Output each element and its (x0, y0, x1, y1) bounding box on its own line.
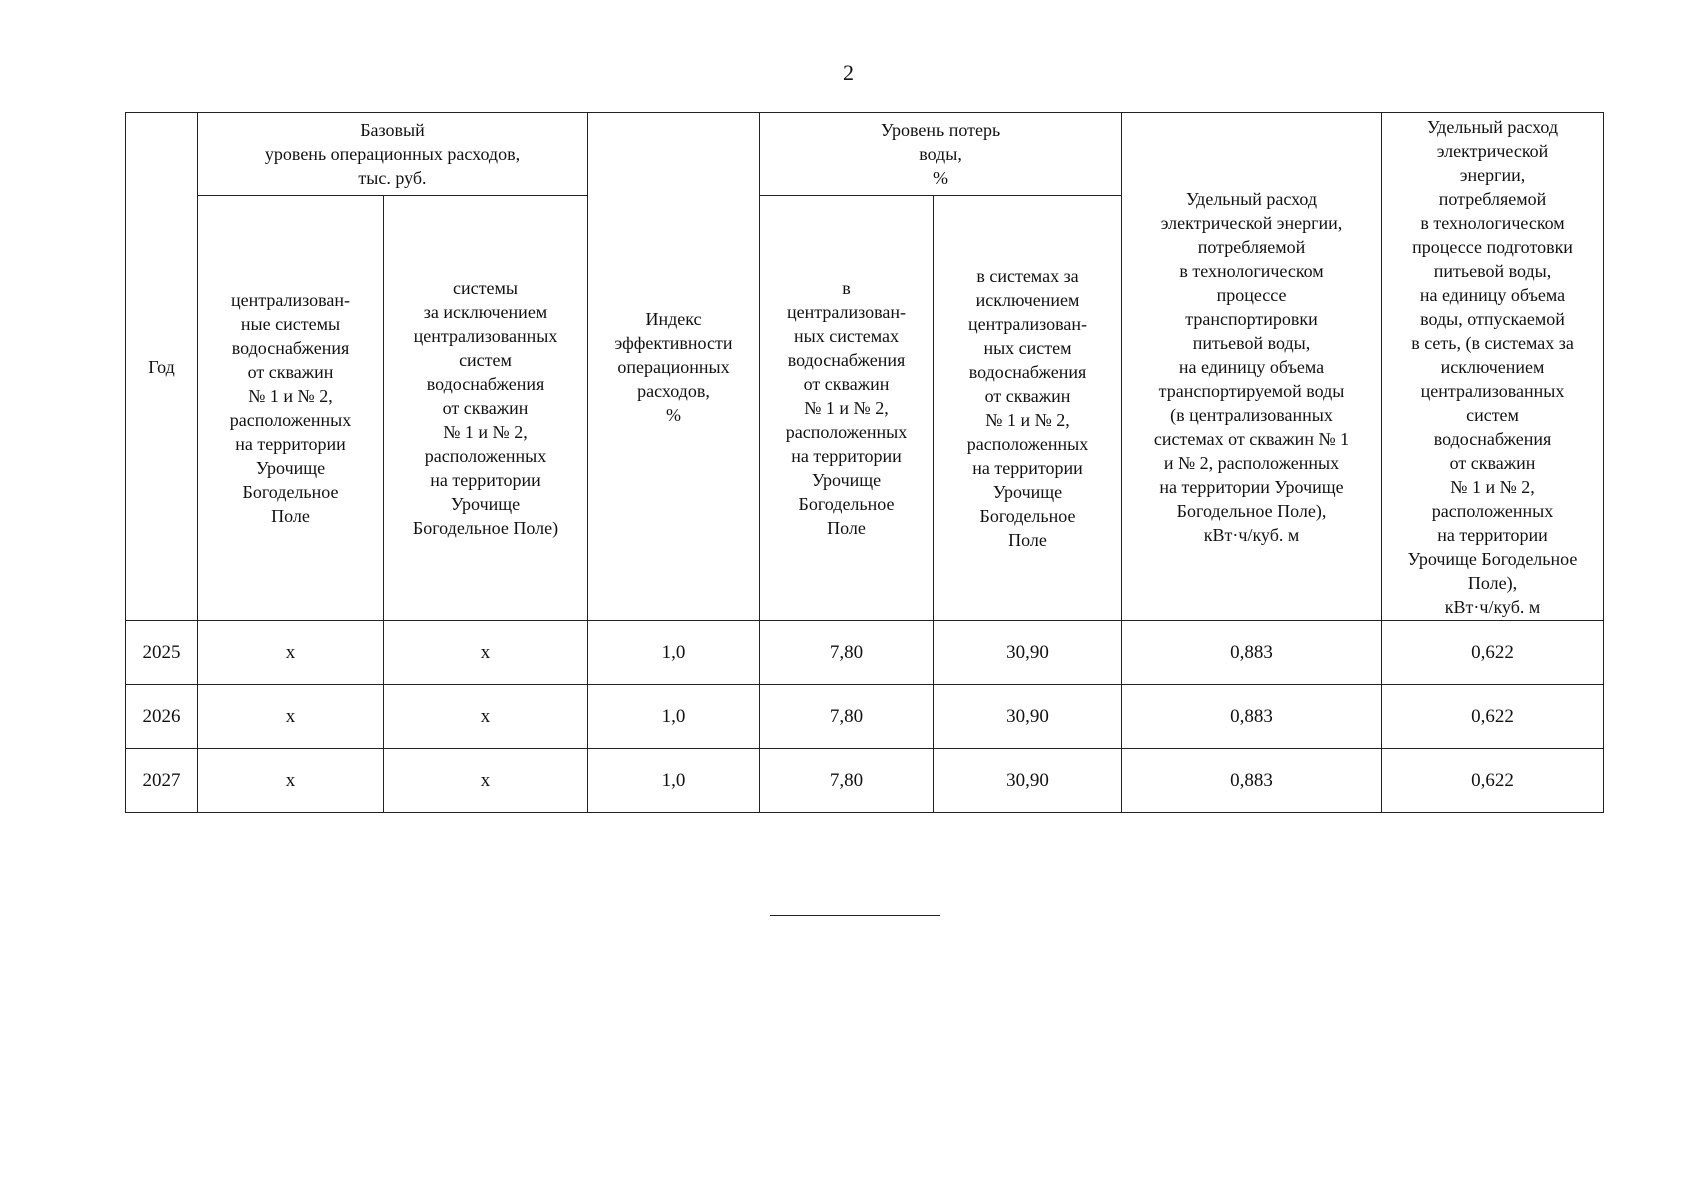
cell-index: 1,0 (588, 685, 760, 749)
cell-energy-treatment: 0,622 (1382, 685, 1604, 749)
cell-loss-central: 7,80 (760, 621, 934, 685)
cell-year: 2026 (126, 685, 198, 749)
header-water-loss-central: в централизован- ных системах водоснабжения от скважин № 1 и № 2, расположенных на территории Урочище Богодельное Поле (760, 196, 934, 621)
cell-base-central: х (198, 685, 384, 749)
header-water-loss-other: в системах за исключением централизован- ных систем водоснабжения от скважин № 1 и № 2, расположенных на территории Урочище Богодельное Поле (934, 196, 1122, 621)
cell-base-central: х (198, 749, 384, 813)
cell-loss-central: 7,80 (760, 685, 934, 749)
table-row (126, 685, 1604, 749)
cell-energy-transport: 0,883 (1122, 749, 1382, 813)
cell-base-central: х (198, 621, 384, 685)
header-water-loss: Уровень потерь воды, % (760, 113, 1122, 196)
cell-loss-central: 7,80 (760, 749, 934, 813)
cell-energy-treatment: 0,622 (1382, 749, 1604, 813)
end-of-document-line (770, 915, 940, 916)
cell-base-other: х (384, 685, 588, 749)
cell-energy-treatment: 0,622 (1382, 621, 1604, 685)
cell-base-other: х (384, 621, 588, 685)
header-base-opex-central: централизован- ные системы водоснабжения от скважин № 1 и № 2, расположенных на территории Урочище Богодельное Поле (198, 196, 384, 621)
table-row (126, 621, 1604, 685)
tariff-indicators-table (125, 112, 1604, 813)
cell-index: 1,0 (588, 749, 760, 813)
header-efficiency-index: Индекс эффективности операционных расходов, % (588, 113, 760, 621)
cell-loss-other: 30,90 (934, 621, 1122, 685)
cell-base-other: х (384, 749, 588, 813)
table-row (126, 749, 1604, 813)
header-year: Год (126, 113, 198, 621)
header-row-top (126, 113, 1604, 196)
cell-year: 2025 (126, 621, 198, 685)
header-base-opex: Базовый уровень операционных расходов, тыс. руб. (198, 113, 588, 196)
cell-energy-transport: 0,883 (1122, 621, 1382, 685)
header-base-opex-other: системы за исключением централизованных систем водоснабжения от скважин № 1 и № 2, расположенных на территории Урочище Богодельное Поле) (384, 196, 588, 621)
cell-energy-transport: 0,883 (1122, 685, 1382, 749)
cell-index: 1,0 (588, 621, 760, 685)
header-energy-treatment: Удельный расход электрической энергии, потребляемой в технологическом процессе подготовки питьевой воды, на единицу объема воды, отпускаемой в сеть, (в системах за исключением централизованных систем водоснабжения от скважин № 1 и № 2, расположенных на территории Урочище Богодельное Поле), кВт·ч/куб. м (1382, 113, 1604, 621)
cell-loss-other: 30,90 (934, 749, 1122, 813)
cell-loss-other: 30,90 (934, 685, 1122, 749)
page-number: 2 (843, 60, 854, 85)
cell-year: 2027 (126, 749, 198, 813)
header-energy-transport: Удельный расход электрической энергии, потребляемой в технологическом процессе транспортировки питьевой воды, на единицу объема транспортируемой воды (в централизованных системах от скважин № 1 и № 2, расположенных на территории Урочище Богодельное Поле), кВт·ч/куб. м (1122, 113, 1382, 621)
